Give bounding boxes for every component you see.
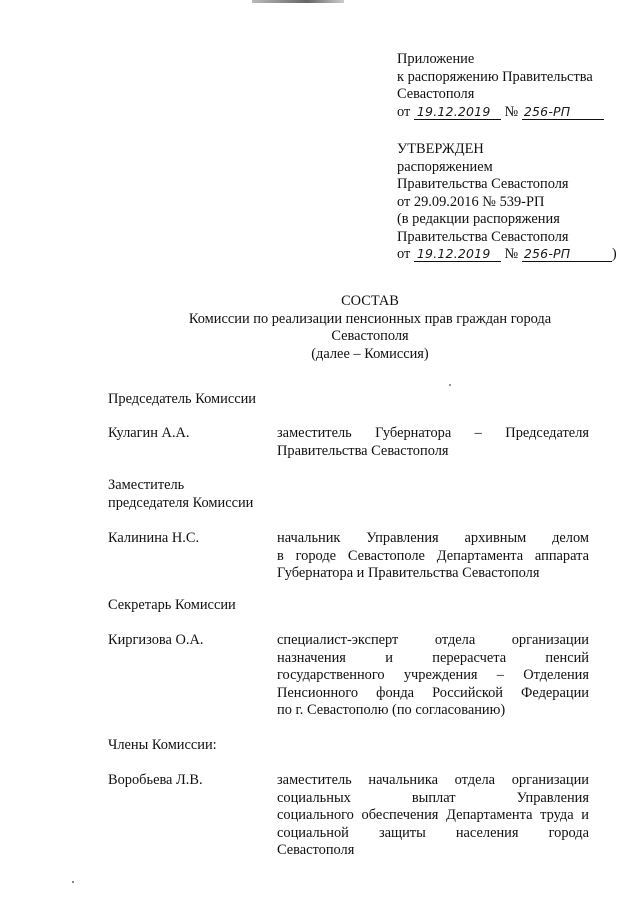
approved-date-prefix: от	[397, 246, 411, 262]
approved-title: УТВЕРЖДЕН	[397, 141, 484, 157]
title-line-2: Севастополя	[331, 328, 409, 344]
date-prefix: от	[397, 103, 411, 120]
position-line: в городе Севастополе Департамента аппарата	[277, 547, 589, 564]
position-line: социальных выплат Управления	[277, 789, 589, 806]
scan-speck	[72, 881, 74, 883]
member-position	[277, 772, 589, 860]
approved-line-3: от 29.09.2016 № 539-РП	[397, 193, 545, 210]
position-line: социальной защиты населения города	[277, 824, 589, 841]
section-secretary: Секретарь Комиссии	[108, 597, 236, 613]
section-deputy	[108, 477, 253, 512]
position-line: Пенсионного фонда Российской Федерации	[277, 684, 589, 701]
position-line: назначения и перерасчета пенсий	[277, 649, 589, 666]
position-line: Севастополя	[277, 842, 355, 858]
number-sign: №	[504, 103, 519, 120]
handwritten-date: 19.12.2019	[414, 104, 501, 120]
member-name: Калинина Н.С.	[108, 530, 200, 546]
approved-line-1: распоряжением	[397, 158, 493, 175]
title-heading: СОСТАВ	[341, 293, 399, 309]
appendix-order-line: к распоряжению Правительства	[397, 68, 593, 85]
position-line: Губернатора и Правительства Севастополя	[277, 565, 540, 581]
approved-handwritten-date: 19.12.2019	[414, 246, 501, 262]
position-line: Правительства Севастополя	[277, 442, 449, 459]
position-line: государственного учреждения – Отделения	[277, 667, 589, 683]
member-name: Киргизова О.А.	[108, 632, 204, 648]
approved-date-line	[397, 246, 622, 264]
position-line: начальник Управления архивным делом	[277, 530, 589, 546]
section-chairman: Председатель Комиссии	[108, 391, 257, 407]
appendix-label: Приложение	[397, 51, 475, 67]
appendix-header	[397, 51, 622, 264]
approved-close-paren: )	[611, 246, 617, 262]
scan-top-mark	[252, 0, 344, 3]
member-position	[277, 632, 589, 720]
title-line-1: Комиссии по реализации пенсионных прав граждан города	[188, 310, 552, 327]
position-line: заместитель Губернатора – Председателя	[277, 425, 589, 441]
member-position	[277, 530, 589, 583]
member-name: Кулагин А.А.	[108, 425, 190, 441]
appendix-date-line	[397, 104, 622, 122]
position-line: заместитель начальника отдела организации	[277, 772, 589, 788]
appendix-city-line: Севастополя	[397, 86, 475, 102]
approved-line-5: Правительства Севастополя	[397, 228, 569, 245]
approved-handwritten-number: 256-РП	[522, 246, 612, 262]
handwritten-number: 256-РП	[522, 104, 604, 120]
approved-block	[397, 141, 622, 264]
position-line: по г. Севастополю (по согласованию)	[277, 702, 506, 718]
position-line: специалист-эксперт отдела организации	[277, 632, 589, 648]
position-line: социального обеспечения Департамента труда и	[277, 807, 589, 823]
section-deputy-line-2: председателя Комиссии	[108, 494, 254, 511]
approved-line-4: (в редакции распоряжения	[397, 211, 560, 227]
member-name: Воробьева Л.В.	[108, 772, 203, 788]
approved-line-2: Правительства Севастополя	[397, 176, 569, 192]
section-deputy-line-1: Заместитель	[108, 477, 185, 493]
document-title	[170, 293, 570, 363]
approved-number-sign: №	[504, 246, 519, 262]
title-line-3: (далее – Комиссия)	[311, 345, 429, 362]
section-members: Члены Комиссии:	[108, 737, 217, 753]
member-position	[277, 425, 589, 460]
scan-speck	[449, 384, 451, 386]
